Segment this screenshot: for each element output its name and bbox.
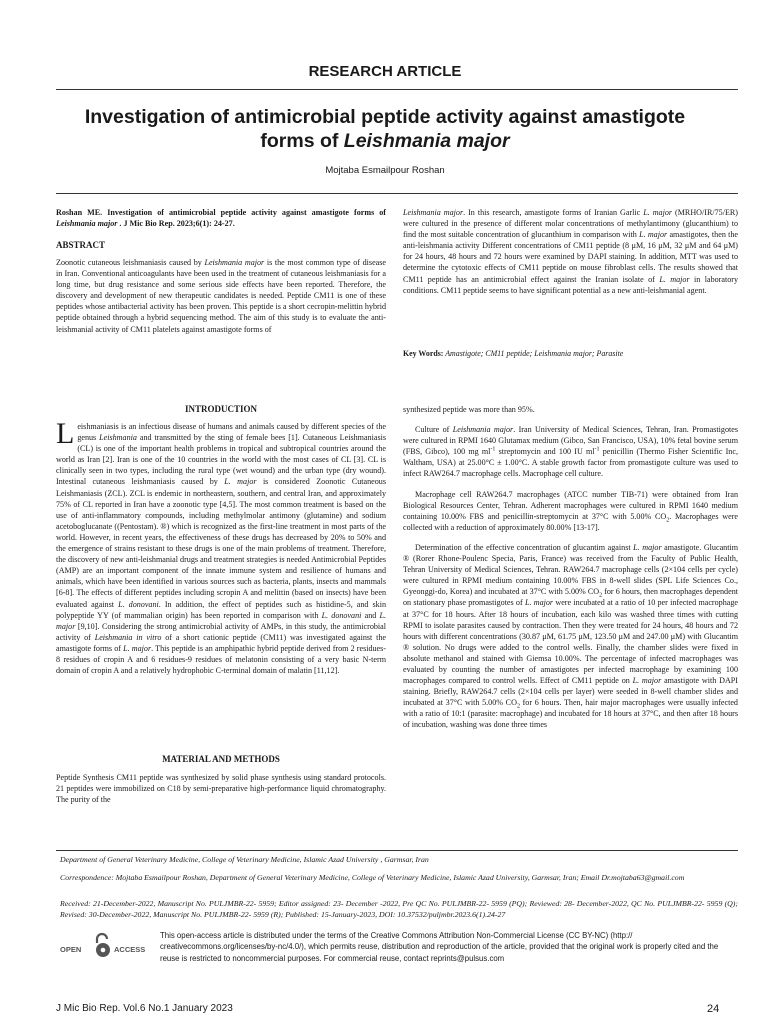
intro-species: L. major — [224, 477, 257, 487]
title-line-1: Investigation of antimicrobial peptide activity against amastigote — [84, 106, 686, 128]
intro-species: L. major — [56, 610, 387, 631]
abstract-seg: (MRHO/IR/75/ER) were cultured in the presence of different molar concentrations of methylantimony (glucanthium) to find the most suitable concentration of glucanthium in comparison with — [403, 208, 738, 240]
paragraph-macrophage — [403, 489, 738, 533]
license-text: This open-access article is distributed under the terms of the Creative Commons Attribution Non-Commercial License (CC BY-NC) (http:// creativecommons.org/licenses/by-nc/4.0/), which permits reuse, distribution and reproduction of the article, provided that the original work is properly cited and the reuse is restricted to noncommercial purposes. For commercial reuse, contact reprints@pulsus.com — [160, 931, 719, 963]
abstract-text-right — [403, 207, 738, 296]
abstract-heading: ABSTRACT — [56, 240, 106, 250]
para-seg: Culture of — [415, 425, 453, 435]
subscript: 2 — [599, 592, 603, 599]
footer-rule — [56, 850, 738, 851]
citation-species: Leishmania major — [56, 219, 118, 229]
para-seg: for 6 hours. Then, hair major macrophages were usually infected with a ratio of 10:1 (parasite: macrophage) and incubated for 18 hours at 37°C, and then after 18 hours of incubation, washing was done three times — [403, 698, 738, 730]
abstract-seg: is the most common type of disease in Iran. Conventional anticoagulants have been used in the treatment of cutaneous leishmaniasis for a long time, but drug resistance and some serious side effects have been reported. Therefore, the discovery and development of new therapeutic candidates is needed. Peptide CM11 is one of these peptides whose antibacterial activity has been proven. This peptide is a short cecropin-melittin hybrid peptide obtained through a hybrid sequencing method. The aim of this study is to evaluate the anti-leishmanial activity of CM11 platelets against amastigote forms of — [56, 258, 386, 334]
keywords-list: Amastigote; CM11 peptide; Leishmania major; Parasite — [443, 349, 624, 358]
para-seg: . Macrophages were collected with a reduction of approximately 80.00% [13-17]. — [403, 511, 738, 532]
subscript: 2 — [666, 517, 670, 524]
methods-text: Peptide Synthesis CM11 peptide was synthesized by solid phase synthesis using standard protocols. 21 peptides were immobilized on C18 by semi-preparative high-performance liquid chromatography. The purity of the — [56, 773, 386, 805]
article-type-label: RESEARCH ARTICLE — [308, 63, 462, 80]
intro-seg: eishmaniasis is an infectious disease of humans and animals caused by different species of the genus — [77, 422, 386, 443]
para-species: L. major — [632, 676, 662, 686]
title-species: Leishmania major — [343, 130, 510, 152]
paragraph-purity: synthesized peptide was more than 95%. — [403, 405, 535, 414]
abstract-species: L. major — [643, 208, 673, 217]
intro-species: L. major — [123, 643, 152, 653]
affiliation: Department of General Veterinary Medicine, College of Veterinary Medicine, Islamic Azad University , Garmsar, Iran — [60, 855, 429, 864]
para-seg: Macrophage cell RAW264.7 macrophages (ATCC number TIB-71) were obtained from Iran Biological Resources Center, Tehran. Adherent macrophages were cultured in RPMI 1640 medium containing 10.00% FBS and penicillin-streptomycin at 37°C with 5.00% CO — [403, 489, 738, 521]
oa-access-text: ACCESS — [114, 945, 146, 954]
intro-seg: is considered Zoonotic Cutaneous Leishmaniasis (ZCL). ZCL is endemic in northeastern, southern, and central Iran, and approximately 75% of CL reported in Iran have a zoonotic type [4,5]. The most common treatment is based on the use of anti-inflammatory compounds, including methylmolar antimony (glutamine) and sodium acetoboglucanate ((Pentostam). ®) which is recognized as the first-line treatment in most parts of the world. However, in recent years, the effectiveness of these drugs has decreased by 20% to 50% and the emergence of strains resistant to these drugs is one of the main problems of treatment. Therefore, the discovery of new anti-leishmanial drugs and treatment strategies is needed Antimicrobial Peptides (AMP) are an important component of the innate immune system and resilience of humans and animals, which have been identified in various sources such as bacteria, plants, insects and mammals [6-8]. The effects of different peptides including scropin A and melittin (based on insects) have been evaluated against — [56, 477, 387, 609]
drop-cap: L — [56, 417, 75, 450]
abstract-seg: Zoonotic cutaneous leishmaniasis caused by — [56, 258, 205, 267]
intro-seg: and — [361, 610, 380, 620]
intro-seg: [9,10]. Considering the strong antimicrobial activity of AMPs, in this study, the antimicrobial activity of — [56, 621, 386, 642]
abstract-species: Leishmania major — [204, 258, 265, 267]
intro-species: Leishmania — [99, 433, 137, 443]
para-seg: amastigote. Glucantim ® (Rorer Rhone-Poulenc Specia, Paris, France) was received from the Faculty of Public Health, Tehran University of Medical Sciences, Tehran. RAW264.7 macrophage cells (2×104 cells per cycle) were cultured in RPMI medium containing 10.00% FBS in 8-well slides (SPL Life Sciences Co., Gyeonggi-do, Korea) and incubated at 37°C with 5.00% CO — [403, 542, 738, 597]
title-line-2-start: forms of — [260, 130, 344, 152]
methods-heading: MATERIAL AND METHODS — [162, 754, 280, 764]
journal-footer: J Mic Bio Rep. Vol.6 No.1 January 2023 — [56, 1003, 233, 1014]
citation — [56, 207, 386, 229]
article-title — [40, 105, 730, 153]
intro-seg: . This peptide is an amphipathic hybrid peptide derived from 2 residues-8 residues of cropin A and 6 residues-9 residues of melatonin consisting of a very basic N-term domain of cropin A and a relatively hydrophobic C-terminal domain of malatin [11,12]. — [56, 643, 386, 676]
para-seg: streptomycin and 100 IU ml — [495, 447, 595, 457]
received-dates: Received: 21-December-2022, Manuscript No. PULJMBR-22- 5959; Editor assigned: 23- December -2022, Pre QC No. PULJMBR-22- 5959 (PQ); Reviewed: 28- December-2022, QC No. PULJMBR-22- 5959 (Q); Revised: 30-December-2022, Manuscript No. PULJMBR-22- 5959 (R); Published: 15-January-2023, DOI: 10.37532/puljmbr.2023.6(1).24-27 — [60, 899, 738, 919]
para-species: L. major — [633, 542, 662, 552]
keywords-label: Key Words: — [403, 349, 444, 358]
introduction-text — [56, 417, 387, 676]
para-seg: . Iran University of Medical Sciences, Tehran, Iran. Promastigotes were cultured in RPMI 1640 Glutamax medium (Gibco, San Francisco, USA), 10% fetal bovine serum (FBS, Gibco), 100 mg ml — [403, 425, 738, 457]
intro-species: Leishmania in vitro — [94, 632, 162, 642]
para-seg: penicillin (Thermo Fisher Scientific Inc, Waltham, USA) at 25.00°C ± 1.00°C. A stable growth factor from promastigote culture was used to infect RAW264.7 macrophage cells. Macrophage cell culture. — [403, 447, 738, 479]
para-species: L. major — [524, 598, 554, 608]
oa-open-text: OPEN — [60, 945, 82, 954]
citation-ref: . J Mic Bio Rep. 2023;6(1): 24-27. — [117, 219, 235, 229]
intro-seg: . In addition, the effect of peptides such as histidine-5, and skin polypeptide YY (of mammalian origin) has been reported in comparison with — [56, 599, 387, 620]
abstract-text-left — [56, 257, 386, 335]
intro-species: L. donovani — [321, 610, 362, 620]
abstract-species: Leishmania major — [403, 208, 464, 217]
open-access-logo — [60, 932, 155, 960]
abstract-seg: in laboratory conditions. CM11 peptide seems to have significant potential as a new anti-leishmanial agent. — [403, 274, 739, 295]
abstract-seg: . In this research, amastigote forms of Iranian Garlic — [463, 208, 644, 217]
header-rule — [56, 89, 738, 90]
author-rule — [56, 193, 738, 194]
author-name: Mojtaba Esmailpour Roshan — [325, 165, 445, 176]
intro-seg: of a short cationic peptide (CM11) was investigated against the amastigote forms of — [56, 632, 386, 653]
right-column-body — [403, 404, 738, 740]
introduction-heading: INTRODUCTION — [184, 404, 257, 414]
page-number: 24 — [707, 1003, 720, 1015]
abstract-seg: amastigotes, then the anti-leishmania activity Different concentrations of CM11 peptide (8 μM, 16 μM, 32 μM and 64 μM) for 24 hours, 48 hours and 72 hours were examined by DAPI staining. In addition, MTT was used to determine the cytotoxic effects of CM11 peptide on mouse fibroblast cells. The results showed that CM11 peptide has an antimicrobial effect against the Iranian isolate of — [403, 230, 738, 284]
superscript: -1 — [594, 446, 600, 453]
correspondence: Correspondence: Mojtaba Esmailpour Roshan, Department of General Veterinary Medicine, College of Veterinary Medicine, Islamic Azad University, Garmsar, Iran; Email Dr.mojtaba63@gmail.com — [60, 873, 685, 882]
para-seg: amastigote with DAPI staining. Briefly, RAW264.7 cells (2×104 cells per layer) were seeded in 8-well chamber slides and incubated at 37°C with 5.00% CO — [403, 676, 738, 708]
open-lock-icon — [96, 934, 110, 957]
keywords — [403, 349, 738, 358]
abstract-species: L. major — [659, 274, 690, 284]
abstract-species: L. major — [639, 230, 668, 240]
intro-seg: and transmitted by the sting of female bees [1]. Cutaneous Leishmaniasis (CL) is one of the important health problems in tropical and subtropical countries around the world as Iran [2]. Iran is one of the 10 countries in the world with the most cases of CL [3]. CL is clinically seen in two types, including the rural type (wet wound) and the urban type (dry wound). Intestinal cutaneous leishmaniasis caused by — [56, 433, 386, 487]
para-seg: were incubated at a ratio of 10 per infected macrophage at 37°C for 18 hours. After 18 hours of incubation, each kilo was washed three times with cutting RPMI to isolate parasites caused by contraction. Then they were treated for 24 hours, 48 hours and 72 hours with different concentrations (30.87 μM, 61.75 μM, 123.50 μM and 247.00 μM) with Glucantim ® solution. No drugs were added to the control wells. Finally, the chamber slides were fixed in absolute methanol and stained with Giemsa 10.00%. The percentage of infected macrophages was evaluated by counting the number of amastigotes per infected macrophage by examining 100 macrophages compared to control wells. Effect of CM11 peptide on — [403, 598, 738, 686]
para-species: Leishmania major — [452, 425, 514, 435]
paragraph-culture — [403, 424, 738, 479]
intro-species: L. donovani — [118, 599, 159, 609]
para-seg: Determination of the effective concentration of glucantim against — [415, 542, 634, 552]
subscript: 2 — [516, 703, 520, 710]
citation-text: Roshan ME. Investigation of antimicrobial peptide activity against amastigote forms of — [56, 208, 386, 217]
superscript: -1 — [490, 446, 496, 453]
para-seg: for 6 hours, then macrophages dependent on stationary phase promastigotes of — [403, 587, 738, 608]
paragraph-glucantim — [403, 542, 738, 731]
